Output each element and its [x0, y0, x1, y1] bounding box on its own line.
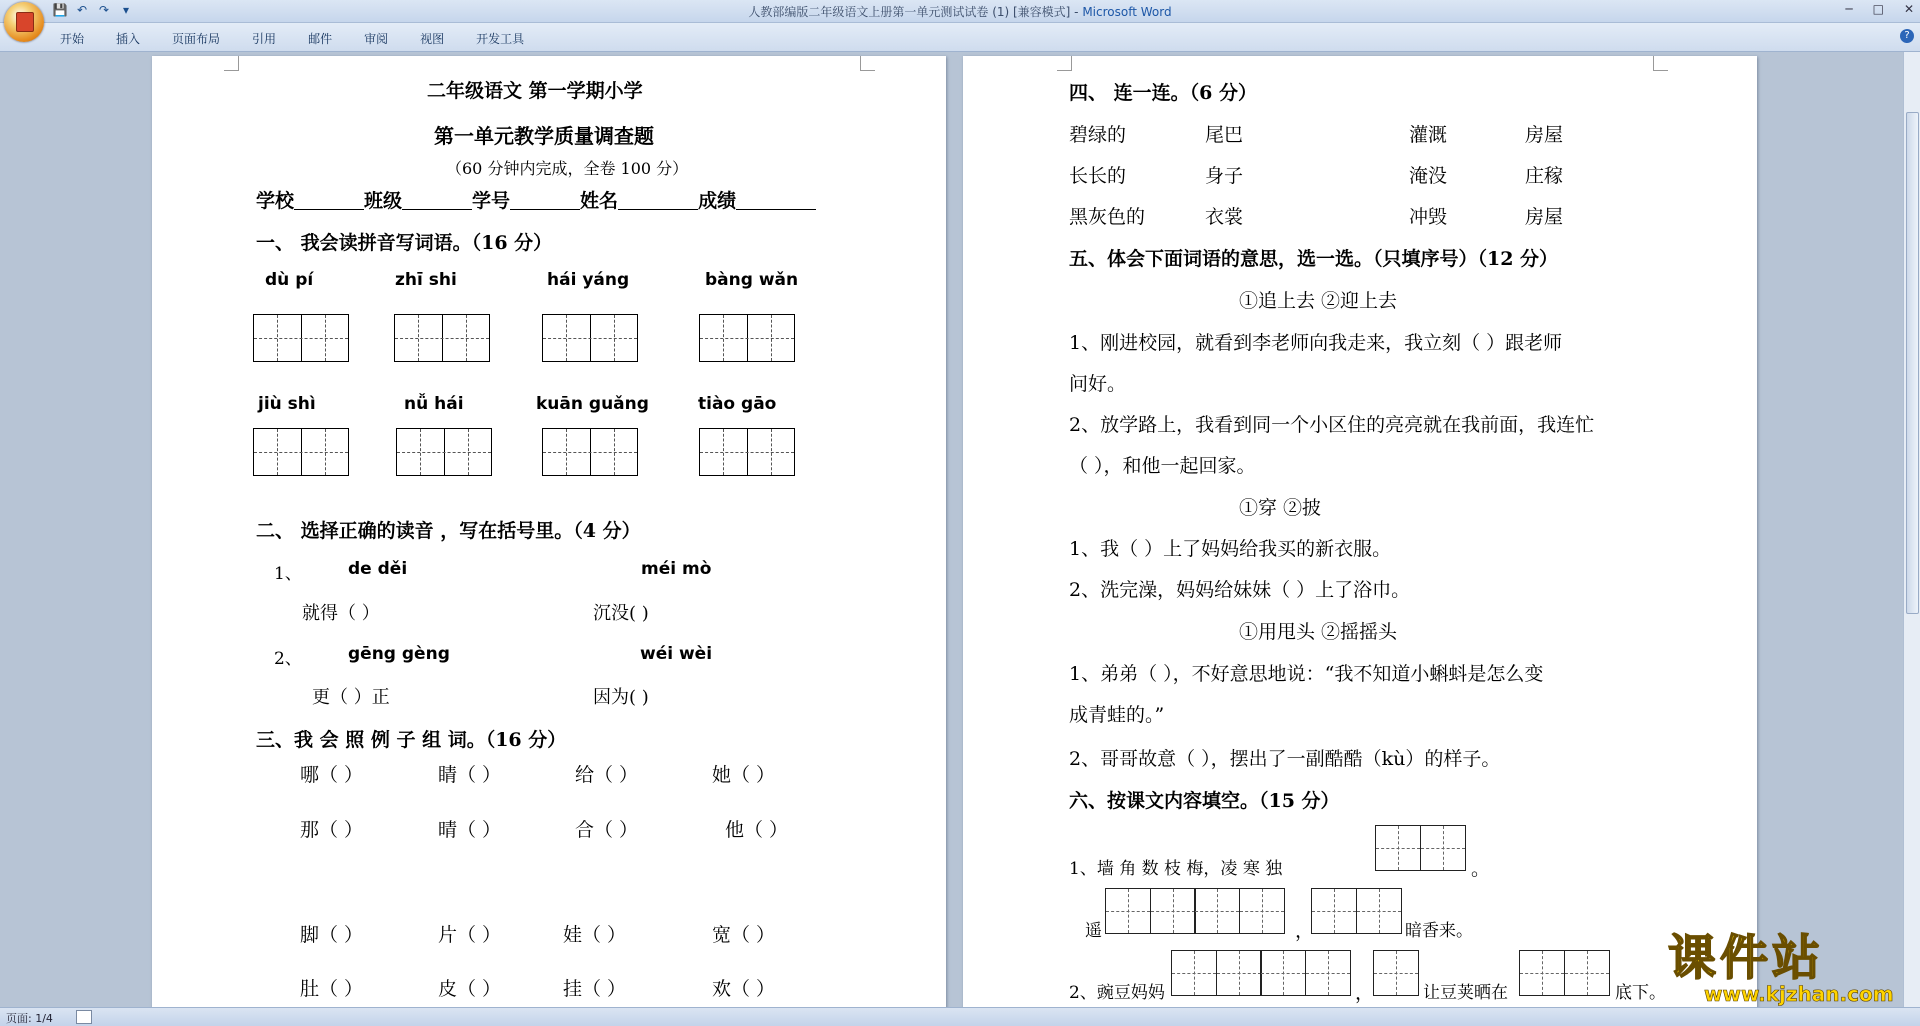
q3-title: 三、我 会 照 例 子 组 词。（16 分）	[256, 729, 567, 751]
margin-marker	[1057, 56, 1072, 71]
q1-pinyin: tiào gāo	[698, 394, 777, 414]
page-indicator[interactable]: 页面: 1/4	[6, 1012, 53, 1025]
q5-sentence: 2、哥哥故意（ ），摆出了一副酷酷（kù）的样子。	[1069, 748, 1501, 770]
q2-title: 二、 选择正确的读音 ，写在括号里。（4 分）	[256, 520, 641, 542]
answer-cells[interactable]	[1519, 950, 1608, 996]
q2-item-number: 1、	[274, 564, 302, 584]
q1-pinyin: bàng wǎn	[705, 270, 799, 290]
q3-word-blank: 片（ ）	[438, 924, 502, 946]
q2-word: 就得（ ）	[302, 603, 380, 624]
q4-word: 庄稼	[1525, 165, 1564, 187]
tab-0[interactable]: 开始	[60, 32, 85, 46]
q5-sentence: 问好。	[1069, 373, 1127, 395]
q5-options: ①用甩头 ②摇摇头	[1239, 621, 1398, 643]
q4-word: 碧绿的	[1069, 124, 1127, 146]
q6-line: 1、墙 角 数 枝 梅，凌 寒 独	[1069, 859, 1283, 879]
answer-cells[interactable]	[1171, 950, 1349, 996]
q5-title: 五、体会下面词语的意思，选一选。（只填序号）（12 分）	[1069, 248, 1559, 270]
q3-word-blank: 睛（ ）	[438, 764, 502, 786]
q4-word: 衣裳	[1205, 206, 1244, 228]
margin-marker	[224, 56, 239, 71]
q6-line: 2、豌豆妈妈	[1069, 983, 1165, 1003]
undo-icon[interactable]: ↶	[76, 3, 88, 17]
q4-word: 长长的	[1069, 165, 1127, 187]
q3-word-blank: 晴（ ）	[438, 819, 502, 841]
q1-title: 一、 我会读拼音写词语。（16 分）	[256, 232, 553, 254]
q4-word: 黑灰色的	[1069, 206, 1146, 228]
q5-options: ①追上去 ②迎上去	[1239, 290, 1398, 312]
writing-grid[interactable]	[542, 428, 638, 476]
q1-pinyin: kuān guǎng	[536, 394, 649, 414]
q4-word: 冲毁	[1409, 206, 1448, 228]
q1-pinyin: jiù shì	[258, 394, 316, 414]
q3-word-blank: 脚（ ）	[300, 924, 364, 946]
q2-pinyin: méi mò	[641, 559, 712, 579]
q2-word: 更（ ）正	[312, 687, 390, 708]
q4-word: 身子	[1205, 165, 1244, 187]
answer-cells[interactable]	[1105, 888, 1283, 934]
name-blank[interactable]	[618, 191, 698, 210]
q3-word-blank: 肚（ ）	[300, 978, 364, 1000]
q4-word: 淹没	[1409, 165, 1448, 187]
q5-sentence: 成青蛙的。”	[1069, 704, 1165, 726]
score-blank[interactable]	[736, 191, 816, 210]
writing-grid[interactable]	[542, 314, 638, 362]
q2-item-number: 2、	[274, 649, 302, 669]
tab-6[interactable]: 视图	[420, 32, 445, 46]
window-controls	[1845, 2, 1914, 16]
q3-word-blank: 那（ ）	[300, 819, 364, 841]
q5-sentence: 2、洗完澡，妈妈给妹妹（ ）上了浴巾。	[1069, 579, 1411, 601]
q4-word: 灌溉	[1409, 124, 1448, 146]
answer-cells[interactable]	[1375, 825, 1464, 871]
q3-word-blank: 皮（ ）	[438, 978, 502, 1000]
window-title: 人教部编版二年级语文上册第一单元测试试卷 (1) [兼容模式] - Microsoft Word	[748, 5, 1172, 19]
tab-4[interactable]: 邮件	[308, 32, 333, 46]
customize-qat-icon[interactable]: ▾	[122, 3, 130, 17]
answer-cells[interactable]	[1311, 888, 1400, 934]
office-button[interactable]	[4, 2, 44, 42]
q3-word-blank: 给（ ）	[575, 764, 639, 786]
q2-pinyin: gēng gèng	[348, 644, 450, 664]
tab-list	[60, 30, 556, 47]
status-bar	[0, 1007, 1920, 1026]
q1-pinyin: dù pí	[265, 270, 314, 290]
help-icon[interactable]: ?	[1900, 29, 1914, 43]
maximize-button[interactable]: □	[1872, 2, 1884, 16]
q3-word-blank: 欢（ ）	[712, 978, 776, 1000]
writing-grid[interactable]	[253, 314, 349, 362]
scrollbar-thumb[interactable]	[1906, 112, 1919, 614]
office-logo-icon	[16, 12, 34, 32]
q1-pinyin: nǚ hái	[404, 394, 464, 414]
q5-sentence: 1、刚进校园，就看到李老师向我走来，我立刻（ ）跟老师	[1069, 332, 1563, 354]
q3-word-blank: 宽（ ）	[712, 924, 776, 946]
q4-word: 尾巴	[1205, 124, 1244, 146]
q6-line: 暗香来。	[1405, 921, 1473, 941]
school-blank[interactable]	[294, 191, 364, 210]
tab-7[interactable]: 开发工具	[476, 32, 525, 46]
tab-1[interactable]: 插入	[116, 32, 141, 46]
q3-word-blank: 她（ ）	[712, 764, 776, 786]
margin-marker	[1653, 56, 1668, 71]
q3-word-blank: 哪（ ）	[300, 764, 364, 786]
q2-pinyin: wéi wèi	[640, 644, 713, 664]
exam-title: 二年级语文 第一学期小学	[427, 80, 643, 102]
vertical-scrollbar[interactable]	[1903, 52, 1920, 1007]
redo-icon[interactable]: ↷	[98, 3, 110, 17]
writing-grid[interactable]	[253, 428, 349, 476]
q5-options: ①穿 ②披	[1239, 497, 1322, 519]
q6-line: 让豆荚晒在	[1423, 983, 1508, 1003]
tab-2[interactable]: 页面布局	[172, 32, 221, 46]
document-page-1	[152, 56, 946, 1016]
class-blank[interactable]	[402, 191, 472, 210]
q2-word: 沉没( )	[593, 603, 649, 624]
writing-grid[interactable]	[699, 428, 795, 476]
q4-word: 房屋	[1525, 206, 1564, 228]
minimize-button[interactable]: ─	[1845, 2, 1853, 16]
q6-punct: 。	[1471, 858, 1491, 880]
margin-marker	[860, 56, 875, 71]
ribbon-tabs	[0, 23, 1920, 52]
q6-line: 遥	[1085, 921, 1102, 941]
writing-grid[interactable]	[699, 314, 795, 362]
q4-title: 四、 连一连。（6 分）	[1069, 82, 1257, 104]
q1-pinyin: zhī shi	[395, 270, 457, 290]
exam-subtitle: 第一单元教学质量调查题	[434, 124, 654, 148]
writing-grid[interactable]	[396, 428, 492, 476]
q5-sentence: （ ），和他一起回家。	[1069, 455, 1256, 477]
number-blank[interactable]	[510, 191, 580, 210]
q5-sentence: 1、我（ ）上了妈妈给我买的新衣服。	[1069, 538, 1392, 560]
q6-line: 底下。	[1615, 983, 1666, 1003]
student-info-line: 学校 班级 学号 姓名 成绩	[256, 186, 816, 213]
q6-punct: ，	[1295, 920, 1315, 942]
q6-punct: ，	[1355, 982, 1375, 1004]
q3-word-blank: 娃（ ）	[563, 924, 627, 946]
document-page-2	[963, 56, 1757, 1016]
proofing-icon[interactable]	[76, 1010, 92, 1024]
q2-pinyin: de děi	[348, 559, 408, 579]
q3-word-blank: 合（ ）	[575, 819, 639, 841]
q5-sentence: 2、放学路上，我看到同一个小区住的亮亮就在我前面，我连忙	[1069, 414, 1595, 436]
q5-sentence: 1、弟弟（ ），不好意思地说：“我不知道小蝌蚪是怎么变	[1069, 663, 1544, 685]
watermark-logo	[1668, 932, 1894, 1006]
close-button[interactable]: ✕	[1903, 2, 1914, 16]
q6-title: 六、按课文内容填空。（15 分）	[1069, 790, 1340, 812]
title-bar	[0, 0, 1920, 23]
watermark-url: www.kjzhan.com	[1704, 982, 1894, 1006]
q1-pinyin: hái yáng	[547, 270, 630, 290]
writing-grid[interactable]	[394, 314, 490, 362]
save-icon[interactable]: 💾	[52, 3, 68, 17]
q3-word-blank: 挂（ ）	[563, 978, 627, 1000]
tab-5[interactable]: 审阅	[364, 32, 389, 46]
answer-cells[interactable]	[1373, 950, 1418, 996]
tab-3[interactable]: 引用	[252, 32, 277, 46]
q2-word: 因为( )	[593, 687, 649, 708]
exam-duration: （60 分钟内完成，全卷 100 分）	[446, 159, 689, 178]
q3-word-blank: 他（ ）	[725, 819, 789, 841]
q4-word: 房屋	[1525, 124, 1564, 146]
watermark-text: 课件站	[1668, 930, 1825, 986]
